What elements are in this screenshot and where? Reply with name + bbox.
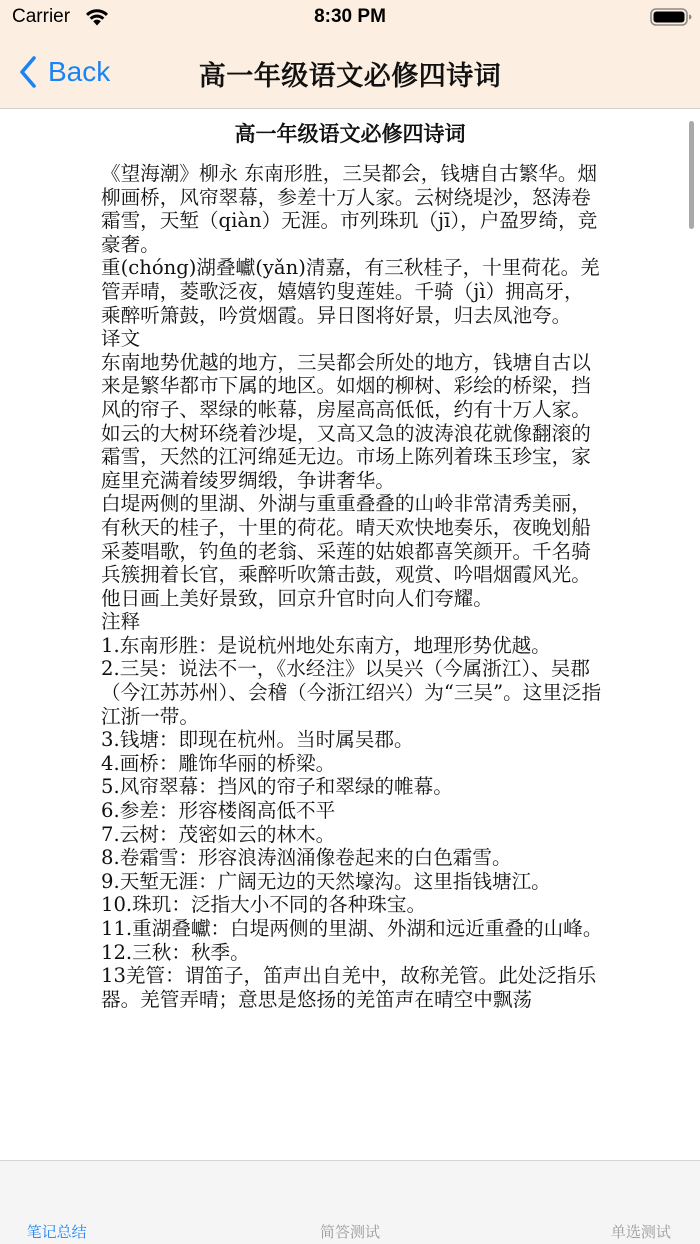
note-item: 4.画桥：雕饰华丽的桥梁。 [101,751,336,775]
back-label: Back [48,56,111,87]
note-item: 7.云树：茂密如云的林木。 [101,822,336,846]
note-item: 13羌管：谓笛子，笛声出自羌中，故称羌管。此处泛指乐器。羌管弄晴；意思是悠扬的羌笛声在晴空中飘荡 [101,964,597,1011]
tab-label: 单选测试 [610,1223,671,1241]
status-bar [0,0,700,36]
note-item: 6.参差：形容楼阁高低不平 [101,799,336,823]
note-item: 11.重湖叠巘：白堤两侧的里湖、外湖和远近重叠的山峰。 [101,917,603,940]
poem-text: 重(chóng)湖叠巘(yǎn)清嘉，有三秋桂子，十里荷花。羌管弄晴，菱歌泛夜，嬉嬉钓叟莲娃。千骑（jì）拥高牙，乘醉听箫鼓，吟赏烟霞。异日图将好景，归去凤池夸。 [101,256,600,327]
tab-short-answer-test[interactable] [233,1161,466,1244]
tab-label: 简答测试 [319,1223,380,1241]
note-item: 2.三吴：说法不一，《水经注》以吴兴（今属浙江）、吴郡（今江苏苏州）、会稽（今浙江绍兴）为“三吴”。这里泛指江浙一带。 [101,657,602,728]
tab-label: 笔记总结 [26,1223,87,1241]
translation-text: 白堤两侧的里湖、外湖与重重叠叠的山岭非常清秀美丽，有秋天的桂子，十里的荷花。晴天欢快地奏乐，夜晚划船采菱唱歌，钓鱼的老翁、采莲的姑娘都喜笑颜开。千名骑兵簇拥着长官，乘醉听吹箫击鼓，观赏、吟唱烟霞风光。他日画上美好景致，回京升官时向人们夸耀。 [101,492,591,610]
battery-full-icon [650,7,692,27]
document-body [101,162,603,1011]
tab-single-choice-test[interactable] [467,1161,700,1244]
note-item: 10.珠玑：泛指大小不同的各种珠宝。 [101,893,427,917]
page-title: 高一年级语文必修四诗词 [198,61,502,92]
navigation-bar [0,36,700,108]
status-time: 8:30 PM [314,6,386,27]
note-item: 1.东南形胜：是说杭州地处东南方，地理形势优越。 [101,633,551,657]
vertical-scrollbar[interactable] [689,121,694,229]
note-item: 8.卷霜雪：形容浪涛汹涌像卷起来的白色霜雪。 [101,846,512,870]
note-item: 12.三秋：秋季。 [101,940,250,964]
document-title: 高一年级语文必修四诗词 [234,122,466,146]
top-bar [0,0,700,109]
note-item: 3.钱塘：即现在杭州。当时属吴郡。 [101,728,414,752]
tab-bar [0,1160,700,1244]
translation-text: 东南地势优越的地方，三吴都会所处的地方，钱塘自古以来是繁华都市下属的地区。如烟的柳树、彩绘的桥梁，挡风的帘子、翠绿的帐幕，房屋高高低低，约有十万人家。如云的大树环绕着沙堤，又高又急的波涛浪花就像翻滚的霜雪，天然的江河绵延无边。市场上陈列着珠玉珍宝，家庭里充满着绫罗绸缎，争讲奢华。 [101,350,591,492]
carrier-label: Carrier [12,6,71,27]
document-scroll-view[interactable] [0,110,700,1160]
section-heading-translation: 译文 [101,327,141,351]
note-item: 5.风帘翠幕：挡风的帘子和翠绿的帷幕。 [101,775,453,799]
note-item: 9.天堑无涯：广阔无边的天然壕沟。这里指钱塘江。 [101,869,551,893]
section-heading-notes: 注释 [101,610,141,634]
poem-text: 《望海潮》柳永 东南形胜，三吴都会，钱塘自古繁华。烟柳画桥，风帘翠幕，参差十万人家。云树绕堤沙，怒涛卷霜雪，天堑（qiàn）无涯。市列珠玑（jī），户盈罗绮，竞豪奢。 [101,162,598,256]
tab-notes-summary[interactable] [0,1161,233,1244]
